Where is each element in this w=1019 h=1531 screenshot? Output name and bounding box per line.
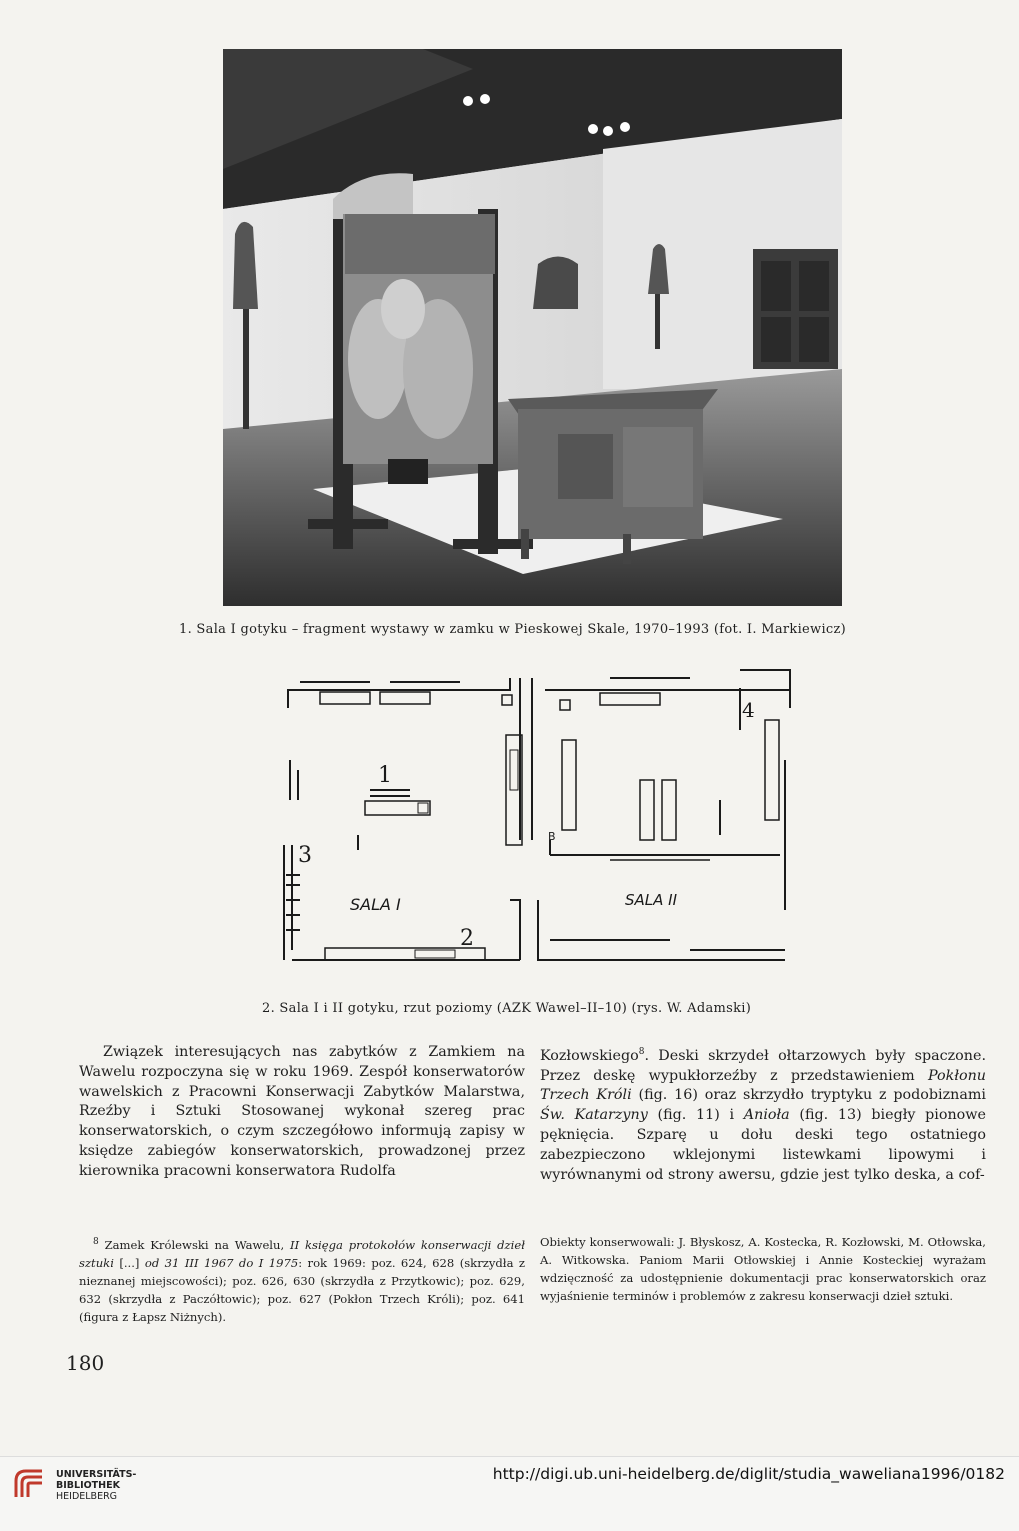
footnote-ref: 8 bbox=[638, 1047, 645, 1057]
body-left-text: Związek interesujących nas zabytków z Zamkiem na Wawelu rozpoczyna się w roku 1969. Zespół konserwatorów wawelskich z Pracowni Konserwacji Zabytków Malarstwa, Rzeźby i Sztuki Stosowanej wykonał szereg prac konserwatorskich, o czym szczegółowo informują zapisy w księdze zabiegów konserwatorskich, prowadzonej przez kierownika pracowni konserwatora Rudolfa bbox=[79, 1044, 525, 1179]
body-right-e: (fig. 13) biegły pionowe pęknięcia. Szparę u dołu deski tego ostatniego zabezpieczono wklejonymi listewkami lipowymi i wyrównanymi od strony awersu, gdzie jest tylko deska, a cof- bbox=[540, 1107, 986, 1183]
source-url[interactable]: http://digi.ub.uni-heidelberg.de/diglit/studia_waweliana1996/0182 bbox=[492, 1465, 1005, 1483]
page-number: 180 bbox=[66, 1351, 105, 1375]
body-right-b: . Deski skrzydeł ołtarzowych były spaczone. Przez deskę wypukłorzeźby z przedstawieniem bbox=[540, 1047, 986, 1084]
library-name-line-3: HEIDELBERG bbox=[56, 1491, 118, 1502]
footnote-title: II księga protokołów konserwacji dzieł sztuki bbox=[79, 1237, 525, 1270]
plan-label-1: 1 bbox=[378, 763, 392, 788]
body-left-column bbox=[79, 1043, 525, 1182]
body-right-c: (fig. 16) oraz skrzydło tryptyku z podobiznami bbox=[631, 1087, 986, 1104]
plan-labels bbox=[298, 698, 755, 951]
footnote-mark: 8 bbox=[93, 1237, 99, 1247]
library-name-line-2: BIBLIOTHEK bbox=[56, 1480, 120, 1491]
library-name bbox=[56, 1469, 136, 1502]
plan-label-3: 3 bbox=[298, 843, 312, 868]
figure-2-caption: 2. Sala I i II gotyku, rzut poziomy (AZK Wawel–II–10) (rys. W. Adamski) bbox=[262, 1001, 752, 1016]
exhibition-photo bbox=[223, 49, 842, 606]
plan-label-sala-1: SALA I bbox=[350, 895, 401, 914]
plan-label-b: B bbox=[548, 830, 556, 843]
floor-plan bbox=[270, 660, 810, 990]
footnote-text-c: : rok 1969: poz. 624, 628 (skrzydła z nieznanej miejscowości); poz. 626, 630 (skrzydła z Przytkowic); poz. 629, 632 (skrzydła z Paczółtowic); poz. 627 (Pokłon Trzech Króli); poz. 641 (figura z Łapsz Niżnych). bbox=[79, 1255, 526, 1324]
body-right-column bbox=[540, 1043, 986, 1185]
plan-label-sala-2: SALA II bbox=[625, 891, 678, 909]
body-right-title-3: Anioła bbox=[743, 1107, 790, 1124]
footnote-right bbox=[540, 1233, 986, 1305]
footnote-left bbox=[79, 1233, 525, 1326]
body-right-title-2: Św. Katarzyny bbox=[540, 1107, 648, 1124]
footnote-text-b: [...] bbox=[113, 1255, 145, 1270]
library-logo-icon bbox=[12, 1467, 46, 1501]
body-right-d: (fig. 11) i bbox=[647, 1107, 744, 1124]
footnote-right-text: Obiekty konserwowali: J. Błyskosz, A. Kostecka, R. Kozłowski, M. Otłowska, A. Witkowska. Paniom Marii Otłowskiej i Annie Kosteckiej wyrażam wdzięczność za udostępnienie dokumentacji prac konserwatorskich oraz wyjaśnienie terminów i problemów z zakresu konserwacji dzieł sztuki. bbox=[540, 1235, 986, 1303]
footnote-dates: od 31 III 1967 do I 1975 bbox=[144, 1255, 299, 1270]
library-name-line-1: UNIVERSITÄTS- bbox=[56, 1469, 137, 1480]
body-right-title-1: Pokłonu Trzech Króli bbox=[540, 1067, 986, 1104]
plan-label-2: 2 bbox=[460, 926, 474, 951]
figure-1-caption: 1. Sala I gotyku – fragment wystawy w zamku w Pieskowej Skale, 1970–1993 (fot. I. Markiewicz) bbox=[179, 622, 847, 637]
library-footer bbox=[0, 1456, 1019, 1531]
body-right-a: Kozłowskiego bbox=[540, 1047, 639, 1064]
footnote-text-a: Zamek Królewski na Wawelu, bbox=[98, 1237, 291, 1252]
plan-label-4: 4 bbox=[742, 698, 755, 722]
